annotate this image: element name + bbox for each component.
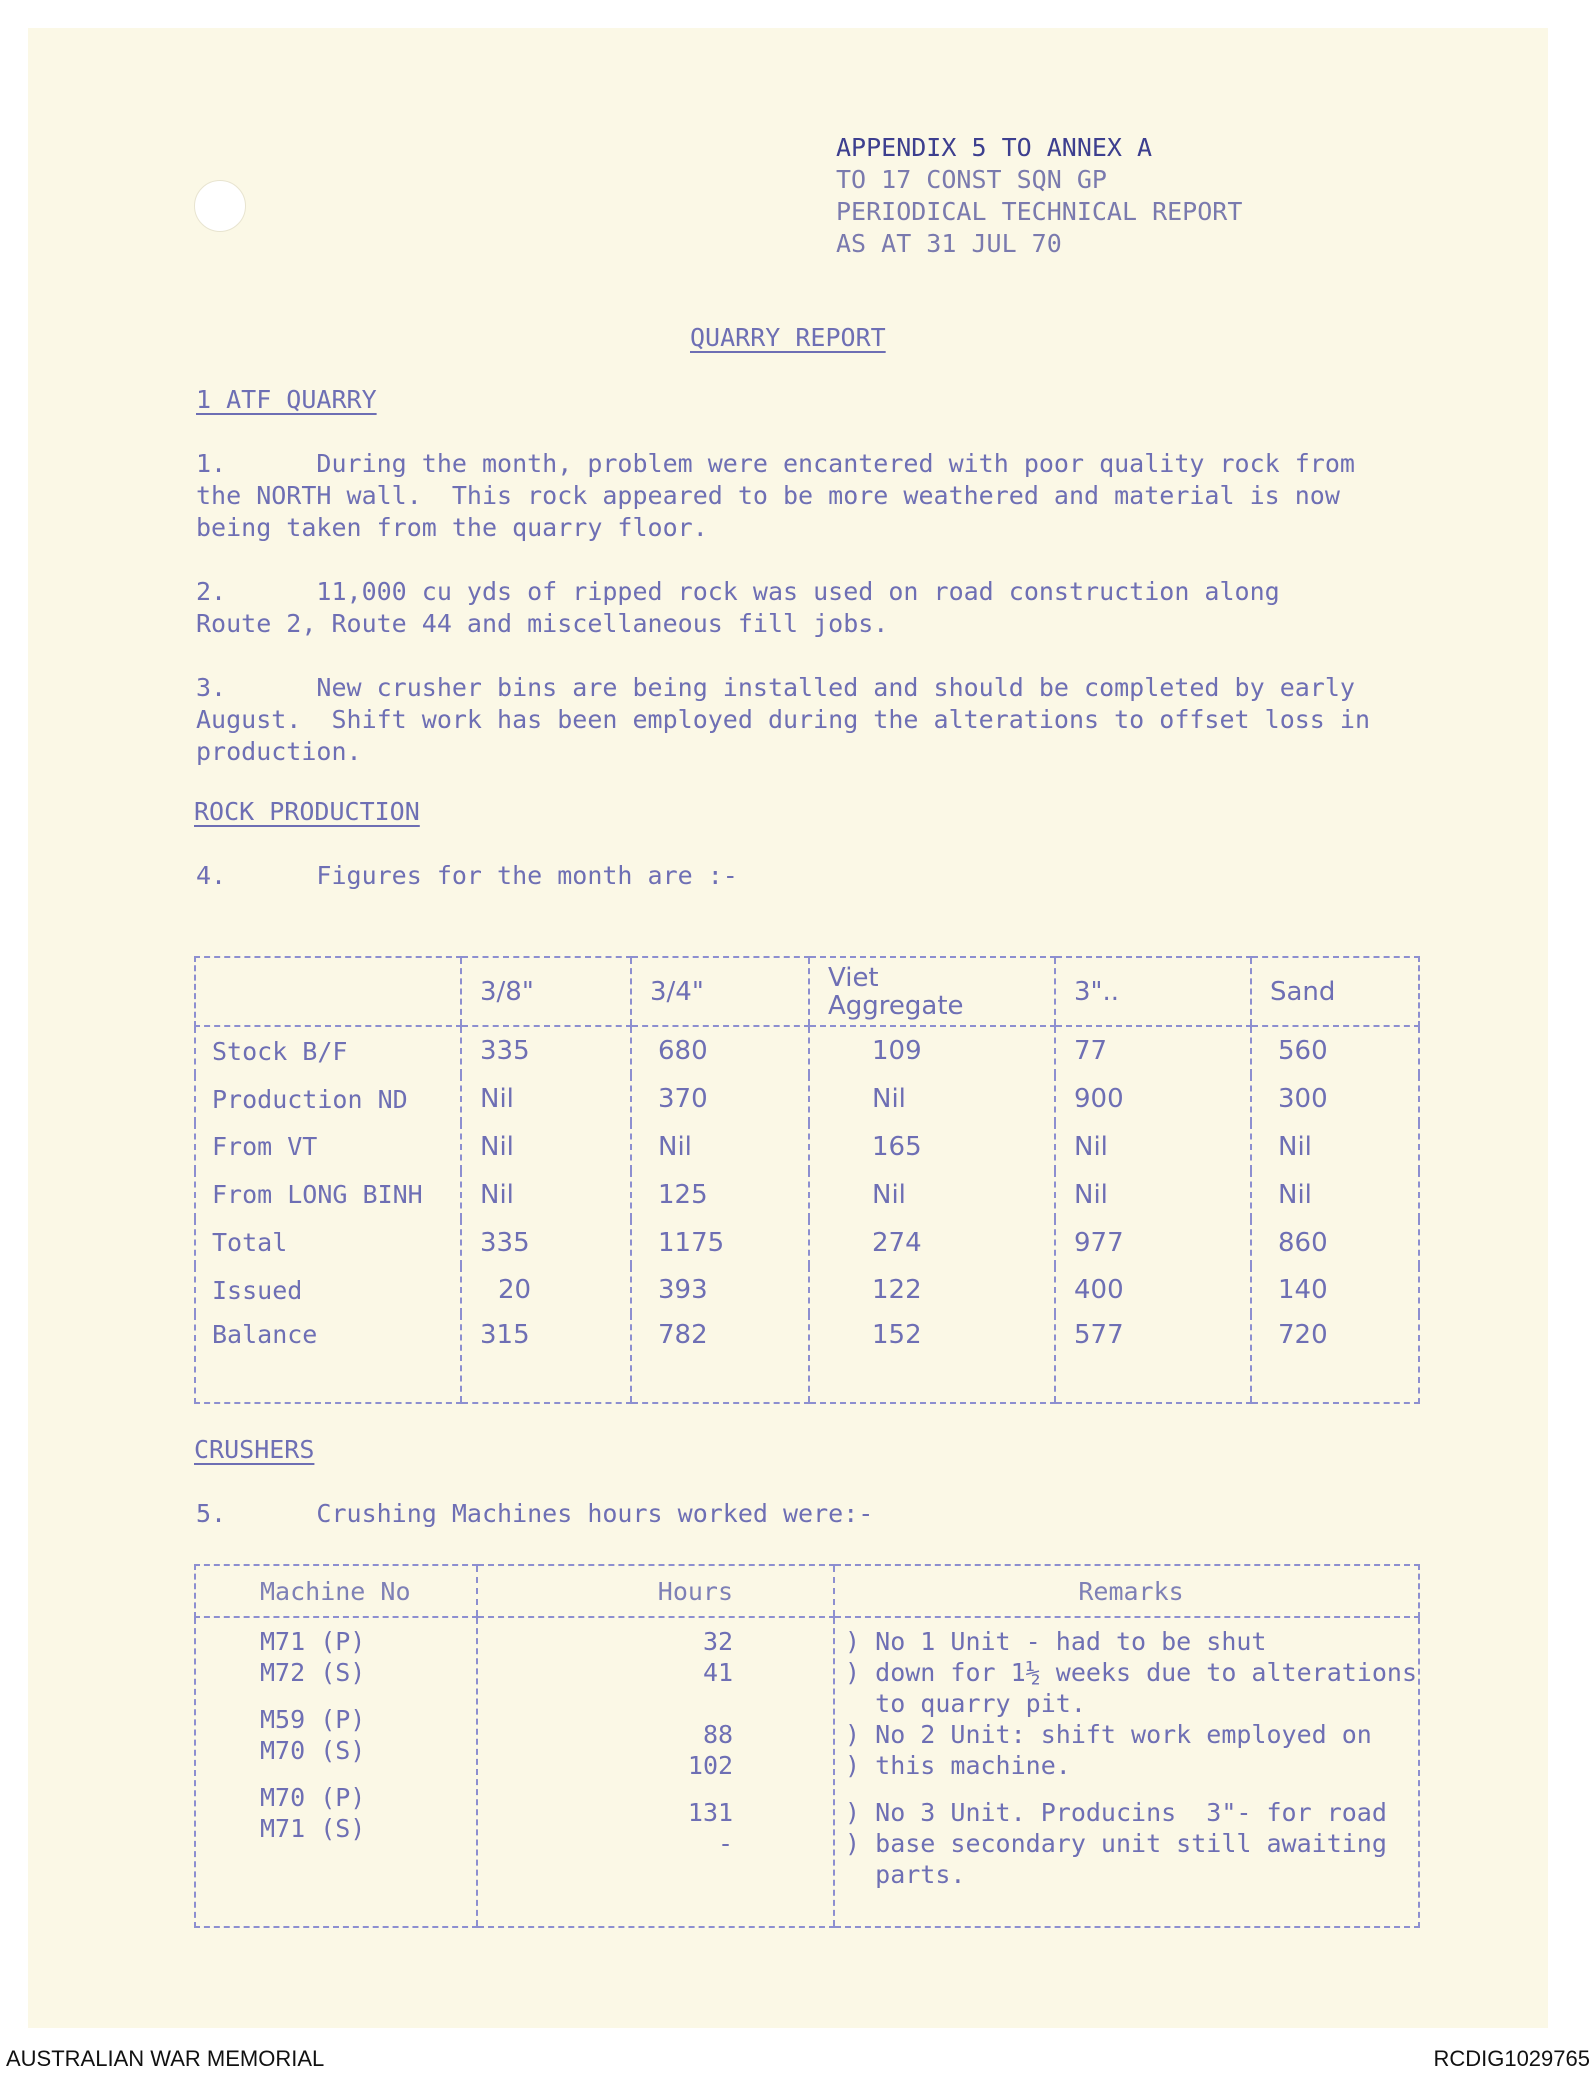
table-cell: Nil [461,1171,631,1219]
table-cell: Nil [1055,1123,1251,1171]
punch-hole [194,180,246,232]
table-cell: 560 [1251,1026,1419,1075]
table-row [195,1123,1419,1171]
section-crushers: CRUSHERS [194,1435,315,1464]
table-cell: 300 [1251,1075,1419,1123]
document-heading [836,132,1476,260]
heading-line: TO 17 CONST SQN GP [836,165,1107,194]
table-cell: 400 [1055,1266,1251,1314]
table-cell: Nil [1055,1171,1251,1219]
hours-group: 88 102 [687,1720,734,1780]
machine-group: M70 (P) M71 (S) [260,1783,366,1843]
table-header: 3/4" [631,957,809,1026]
table-cell: 900 [1055,1075,1251,1123]
crusher-hours-table [194,1564,1420,1928]
table-row [195,1075,1419,1123]
paragraph-5: 5. Crushing Machines hours worked were:- [196,1499,874,1528]
paragraph-4: 4. Figures for the month are :- [196,861,738,890]
table-cell: Nil [809,1171,1055,1219]
hours-column [477,1617,834,1927]
table-header: Remarks [834,1565,1419,1617]
table-cell: 77 [1055,1026,1251,1075]
table-cell: Nil [1251,1123,1419,1171]
table-cell: 152 [809,1314,1055,1403]
table-row [195,1171,1419,1219]
table-header-row [195,957,1419,1026]
table-cell: 577 [1055,1314,1251,1403]
remarks-group: ) No 2 Unit: shift work employed on ) this machine. [845,1720,1372,1780]
table-cell: Nil [631,1123,809,1171]
row-label: Balance [195,1314,461,1403]
section-quarry: 1 ATF QUARRY [196,385,377,414]
table-row [195,1026,1419,1075]
table-row [195,1617,1419,1927]
table-cell: 680 [631,1026,809,1075]
paragraph-1: 1. During the month, problem were encantered with poor quality rock from the NORTH wall. This rock appeared to be more weathered and material is now being taken from the quarry floor. [196,449,1355,542]
paragraph-2: 2. 11,000 cu yds of ripped rock was used on road construction along Route 2, Route 44 and miscellaneous fill jobs. [196,577,1280,638]
table-header-row [195,1565,1419,1617]
table-cell: 125 [631,1171,809,1219]
table-cell: 315 [461,1314,631,1403]
table-cell: 1175 [631,1219,809,1267]
table-cell: 370 [631,1075,809,1123]
table-header [195,957,461,1026]
report-title: QUARRY REPORT [690,323,886,352]
table-cell: 109 [809,1026,1055,1075]
heading-line: PERIODICAL TECHNICAL REPORT [836,197,1243,226]
rock-production-table [194,956,1420,1404]
table-cell: 20 [461,1266,631,1314]
row-label: Production ND [195,1075,461,1123]
paragraph-3: 3. New crusher bins are being installed and should be completed by early August. Shift work has been employed during the alterations to offset loss in production. [196,673,1370,766]
section-rock-production: ROCK PRODUCTION [194,797,420,826]
footer-record-id: RCDIG1029765 [1433,2046,1590,2071]
table-cell: Nil [1251,1171,1419,1219]
remarks-column [834,1617,1419,1927]
table-row [195,1314,1419,1403]
table-header: Sand [1251,957,1419,1026]
hours-group: 131 - [687,1798,734,1858]
table-cell: 335 [461,1219,631,1267]
table-header: 3".. [1055,957,1251,1026]
table-cell: 335 [461,1026,631,1075]
table-cell: Nil [461,1123,631,1171]
row-label: Total [195,1219,461,1267]
row-label: Issued [195,1266,461,1314]
table-cell: Nil [809,1075,1055,1123]
remarks-group: ) No 3 Unit. Producins 3"- for road ) base secondary unit still awaiting parts. [845,1798,1387,1889]
table-header: Machine No [195,1565,477,1617]
footer-archive-name: AUSTRALIAN WAR MEMORIAL [6,2046,325,2071]
heading-line: APPENDIX 5 TO ANNEX A [836,133,1153,162]
row-label: Stock B/F [195,1026,461,1075]
row-label: From LONG BINH [195,1171,461,1219]
table-header: Hours [477,1565,834,1617]
table-cell: 393 [631,1266,809,1314]
table-cell: 720 [1251,1314,1419,1403]
row-label: From VT [195,1123,461,1171]
table-header: 3/8" [461,957,631,1026]
machine-column [195,1617,477,1927]
table-cell: 140 [1251,1266,1419,1314]
table-cell: 122 [809,1266,1055,1314]
heading-line: AS AT 31 JUL 70 [836,229,1062,258]
machine-group: M59 (P) M70 (S) [260,1705,366,1765]
remarks-group: ) No 1 Unit - had to be shut ) down for 1½ weeks due to alterations to quarry pit. [845,1627,1417,1718]
table-cell: 274 [809,1219,1055,1267]
hours-group: 32 41 [702,1627,734,1687]
table-header: Viet Aggregate [809,957,1055,1026]
table-row [195,1219,1419,1267]
machine-group: M71 (P) M72 (S) [260,1627,366,1687]
table-row [195,1266,1419,1314]
table-cell: 165 [809,1123,1055,1171]
table-cell: 977 [1055,1219,1251,1267]
table-cell: 860 [1251,1219,1419,1267]
table-cell: Nil [461,1075,631,1123]
table-cell: 782 [631,1314,809,1403]
